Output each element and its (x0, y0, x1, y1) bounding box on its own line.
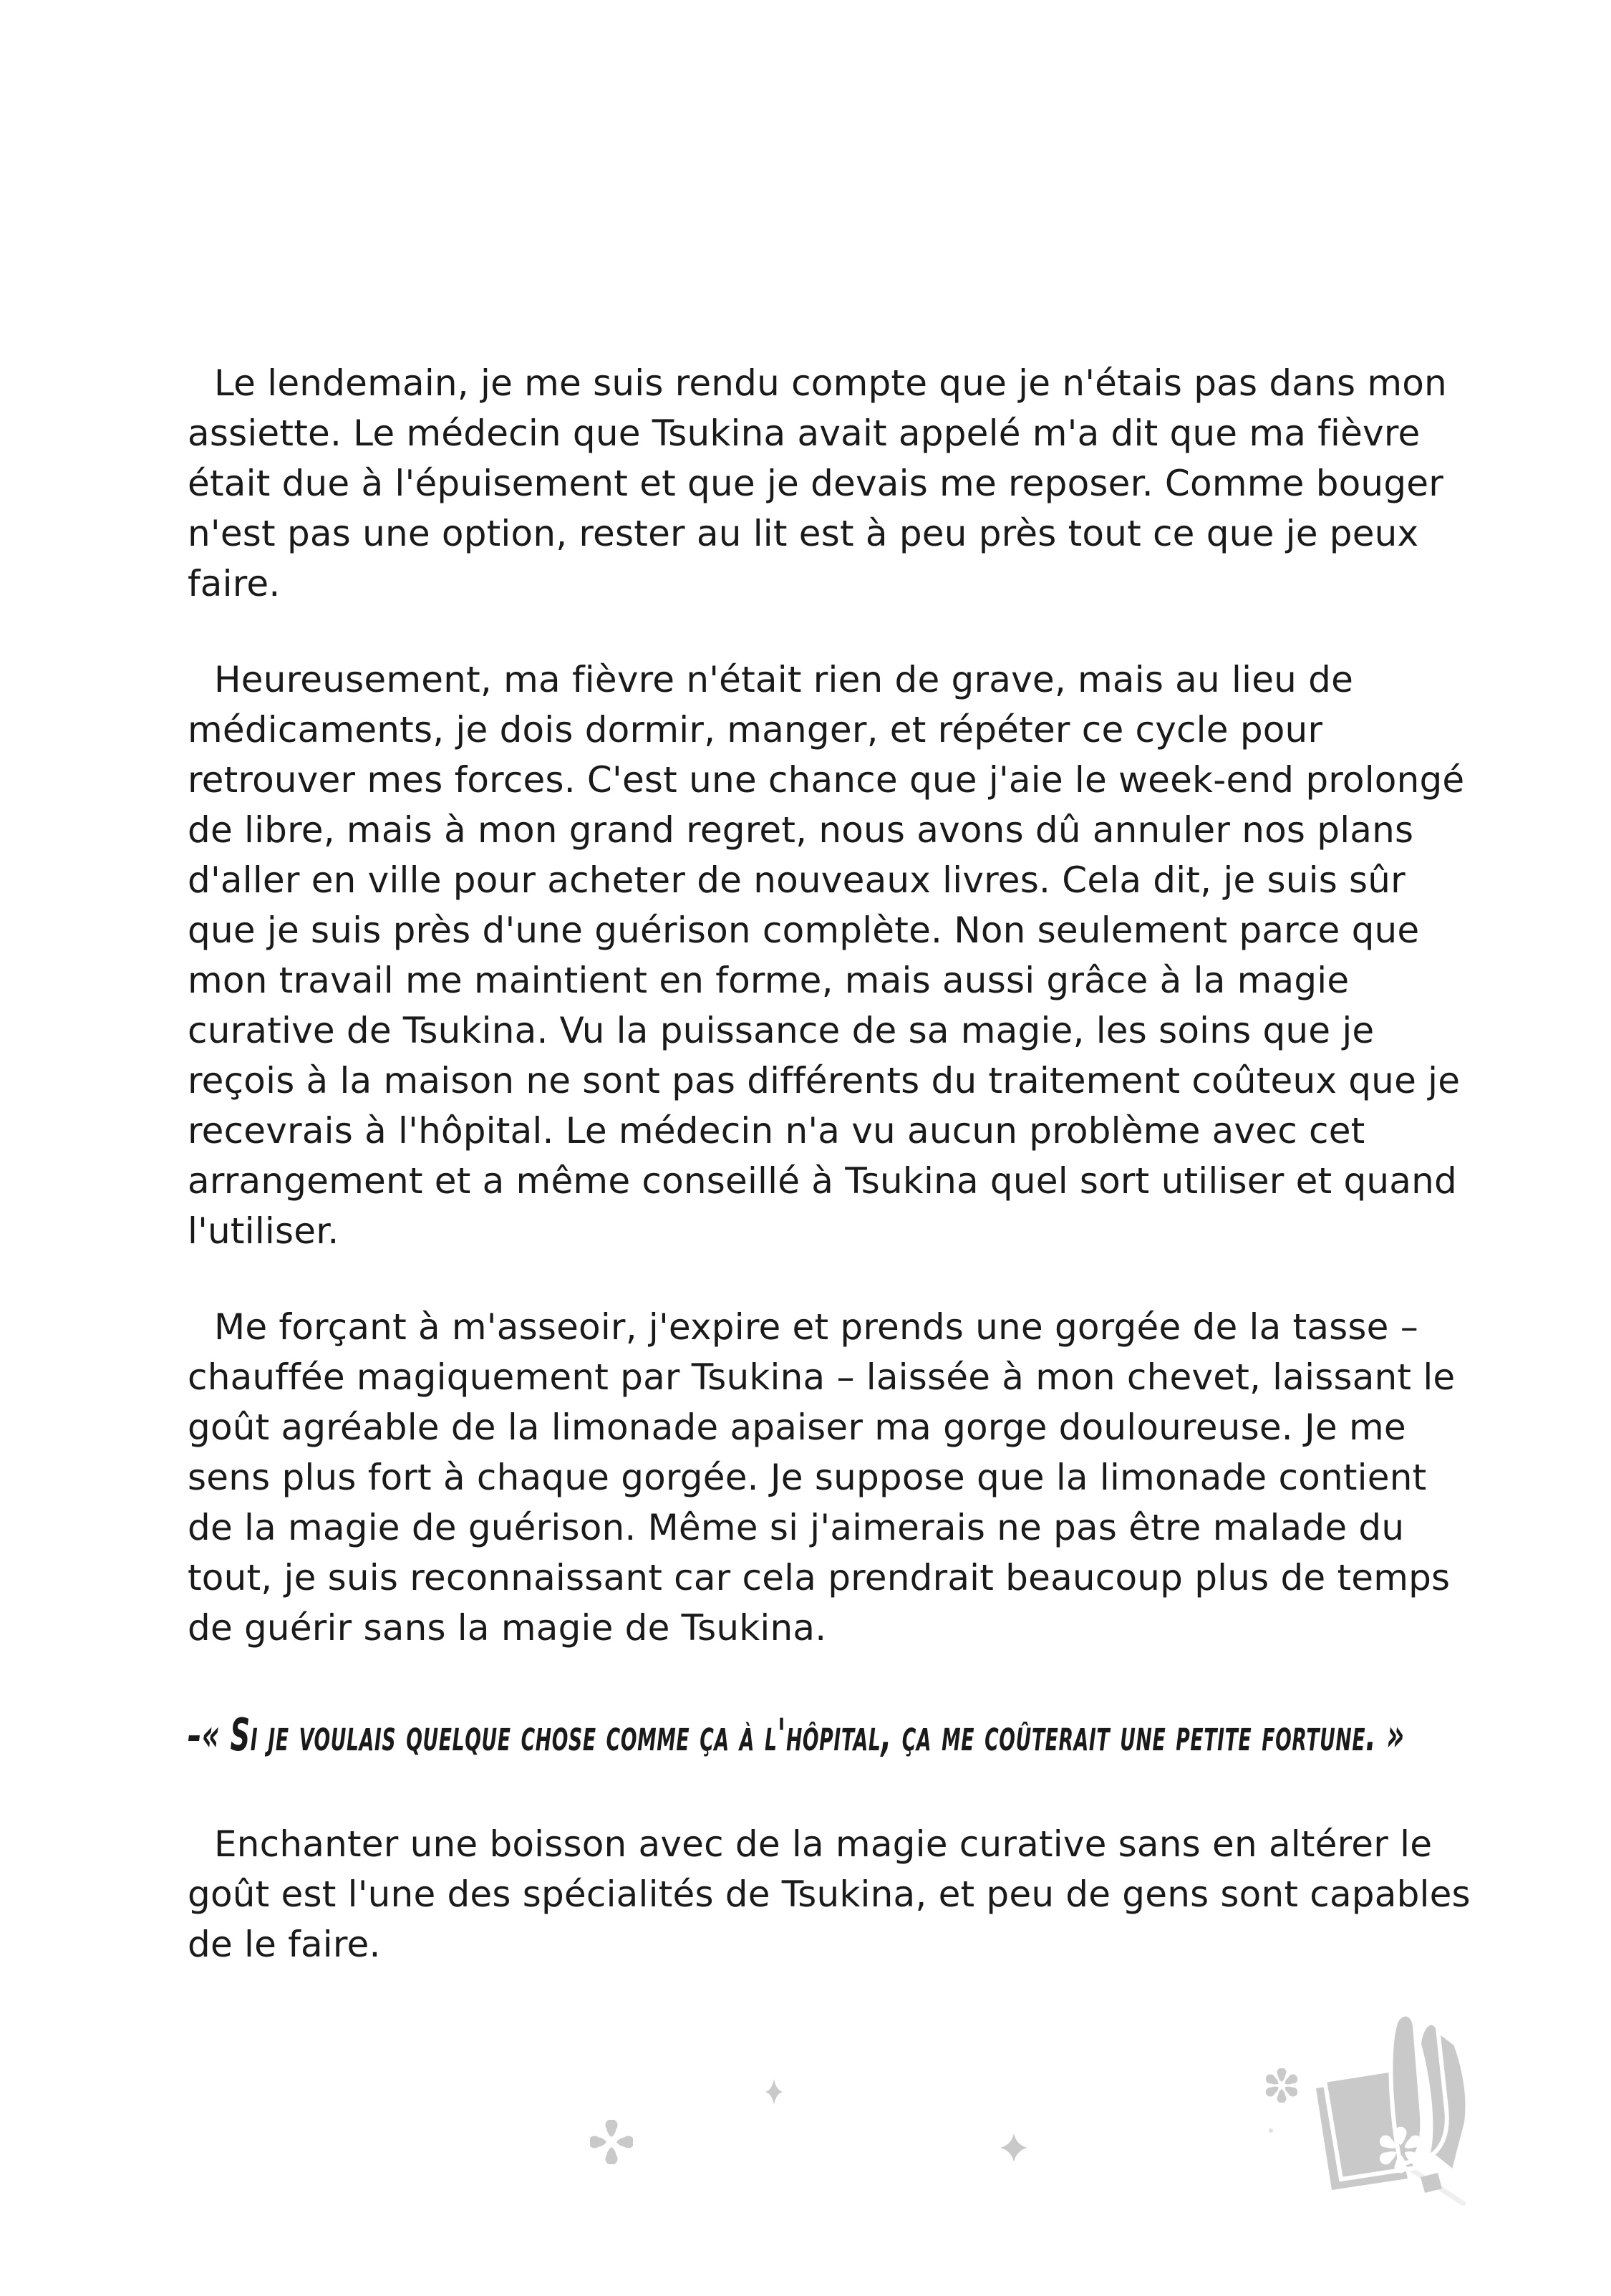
four-petal-flower-icon (590, 2120, 633, 2164)
open-book-icon (1315, 2008, 1481, 2194)
six-petal-asterisk-icon (1266, 2068, 1297, 2103)
paragraph-1: Le lendemain, je me suis rendu compte que je n'étais pas dans mon assiette. Le médecin que Tsukina avait appelé m'a dit que ma fièvre était due à l'épuisement et que je devais me reposer. Comme bouger n'est pas une option, rester au lit est à peu près tout ce que je peux faire. (188, 362, 1447, 604)
tiny-dot (1269, 2128, 1273, 2133)
large-diamond-sparkle-icon (1000, 2133, 1028, 2163)
paragraph-2: Heureusement, ma fièvre n'était rien de grave, mais au lieu de médicaments, je dois dormir, manger, et répéter ce cycle pour retrouver mes forces. C'est une chance que j'aie le week-end prolongé de libre, mais à mon grand regret, nous avons dû annuler nos plans d'aller en ville pour acheter de nouveaux livres. Cela dit, je suis sûr que je suis près d'une guérison complète. Non seulement parce que mon travail me maintient en forme, mais aussi grâce à la magie curative de Tsukina. Vu la puissance de sa magie, les soins que je reçois à la maison ne sont pas différents du traitement coûteux que je recevrais à l'hôpital. Le médecin n'a vu aucun problème avec cet arrangement et a même conseillé à Tsukina quel sort utiliser et quand l'utiliser. (188, 659, 1465, 1252)
story-text (188, 358, 1476, 2015)
small-diamond-sparkle-icon (765, 2078, 783, 2106)
paragraph-3: Me forçant à m'asseoir, j'expire et prends une gorgée de la tasse – chauffée magiquement par Tsukina – laissée à mon chevet, laissant le goût agréable de la limonade apaiser ma gorge douloureuse. Je me sens plus fort à chaque gorgée. Je suppose que la limonade contient de la magie de guérison. Même si j'aimerais ne pas être malade du tout, je suis reconnaissant car cela prendrait beaucoup plus de temps de guérir sans la magie de Tsukina. (188, 1306, 1456, 1649)
dialogue-quote: –« Si je voulais quelque chose comme ça à l'hôpital, ça me coûterait une petite fortune. » (188, 1709, 1405, 1761)
paragraph-4: Enchanter une boisson avec de la magie curative sans en altérer le goût est l'une des spécialités de Tsukina, et peu de gens sont capables de le faire. (188, 1823, 1471, 1965)
